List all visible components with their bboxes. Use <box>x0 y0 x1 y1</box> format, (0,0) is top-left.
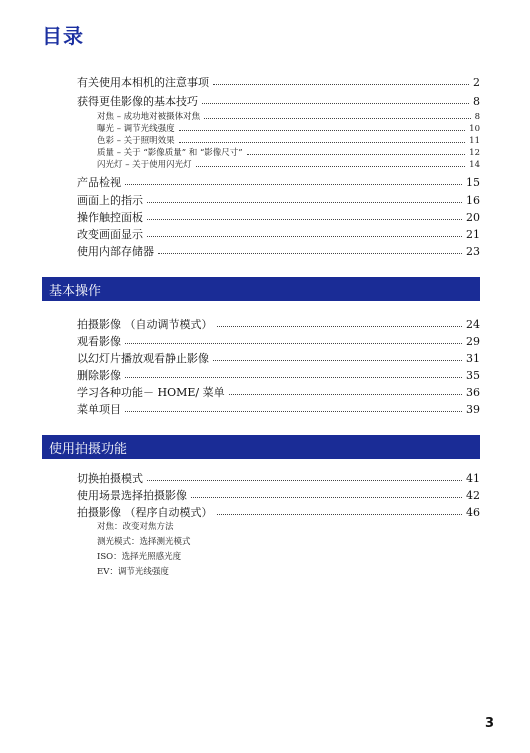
toc-entry-title: 操作触控面板 <box>77 211 143 224</box>
sub-note: ISO：选择光照感光度 <box>97 552 182 562</box>
page-number: 3 <box>484 716 494 731</box>
toc-subentry[interactable] <box>97 134 480 146</box>
leader-dots <box>147 202 462 203</box>
toc-subentry-page: 10 <box>469 124 480 134</box>
toc-entry-title: 有关使用本相机的注意事项 <box>77 76 209 89</box>
leader-dots <box>125 343 462 344</box>
toc-subentry[interactable] <box>97 146 480 158</box>
toc-entry[interactable] <box>77 384 480 400</box>
page-title: 目录 <box>42 24 84 48</box>
leader-dots <box>125 184 462 185</box>
toc-entry[interactable] <box>77 350 480 366</box>
toc-entry-page: 39 <box>466 403 480 416</box>
toc-entry-page: 8 <box>473 95 480 108</box>
toc-entry-page: 36 <box>466 386 480 399</box>
leader-dots <box>229 394 462 395</box>
toc-entry-title: 拍摄影像 （自动调节模式） <box>77 318 213 331</box>
leader-dots <box>213 84 469 85</box>
leader-dots <box>147 219 462 220</box>
toc-entry[interactable] <box>77 504 480 520</box>
toc-entry-page: 42 <box>466 489 480 502</box>
toc-entry-page: 16 <box>466 194 480 207</box>
toc-entry-title: 学习各种功能－ HOME/ 菜单 <box>77 386 225 399</box>
toc-entry-page: 46 <box>466 506 480 519</box>
toc-entry[interactable] <box>77 174 480 190</box>
toc-entry-page: 41 <box>466 472 480 485</box>
leader-dots <box>204 118 470 119</box>
section-heading-shooting-functions: 使用拍摄功能 <box>42 435 480 459</box>
leader-dots <box>125 411 462 412</box>
toc-subentry-page: 14 <box>469 160 480 170</box>
toc-subentry-title: 色彩 – 关于照明效果 <box>97 136 175 146</box>
toc-entry-title: 使用场景选择拍摄影像 <box>77 489 187 502</box>
toc-entry[interactable] <box>77 470 480 486</box>
toc-entry[interactable] <box>77 209 480 225</box>
leader-dots <box>179 130 466 131</box>
toc-entry-title: 删除影像 <box>77 369 121 382</box>
toc-entry-title: 菜单项目 <box>77 403 121 416</box>
toc-subentry-page: 11 <box>469 136 480 146</box>
toc-subentry[interactable] <box>97 110 480 122</box>
leader-dots <box>247 154 466 155</box>
toc-entry-page: 31 <box>466 352 480 365</box>
leader-dots <box>217 514 463 515</box>
toc-subentry-title: 闪光灯 – 关于使用闪光灯 <box>97 160 192 170</box>
toc-entry-title: 产品检视 <box>77 176 121 189</box>
toc-subentry-page: 12 <box>469 148 480 158</box>
leader-dots <box>196 166 466 167</box>
leader-dots <box>158 253 462 254</box>
toc-entry-page: 21 <box>466 228 480 241</box>
toc-subentry[interactable] <box>97 122 480 134</box>
sub-note: 对焦：改变对焦方法 <box>97 522 174 532</box>
leader-dots <box>217 326 463 327</box>
toc-subentry[interactable] <box>97 158 480 170</box>
leader-dots <box>147 480 462 481</box>
toc-entry-title: 切换拍摄模式 <box>77 472 143 485</box>
toc-entry-page: 15 <box>466 176 480 189</box>
toc-entry[interactable] <box>77 401 480 417</box>
toc-entry-title: 获得更佳影像的基本技巧 <box>77 95 198 108</box>
toc-entry-page: 29 <box>466 335 480 348</box>
toc-entry[interactable] <box>77 487 480 503</box>
toc-entry[interactable] <box>77 333 480 349</box>
leader-dots <box>213 360 462 361</box>
toc-subentry-title: 对焦 – 成功地对被摄体对焦 <box>97 112 201 122</box>
toc-entry-title: 以幻灯片播放观看静止影像 <box>77 352 209 365</box>
sub-note: 测光模式：选择测光模式 <box>97 537 191 547</box>
leader-dots <box>202 103 469 104</box>
toc-entry[interactable] <box>77 226 480 242</box>
toc-entry[interactable] <box>77 93 480 109</box>
toc-entry-title: 画面上的指示 <box>77 194 143 207</box>
toc-entry[interactable] <box>77 367 480 383</box>
toc-entry-title: 改变画面显示 <box>77 228 143 241</box>
toc-entry-page: 23 <box>466 245 480 258</box>
toc-entry-title: 拍摄影像 （程序自动模式） <box>77 506 213 519</box>
toc-entry[interactable] <box>77 74 480 90</box>
toc-subentry-title: 曝光 – 调节光线强度 <box>97 124 175 134</box>
toc-entry-page: 2 <box>473 76 480 89</box>
toc-entry-page: 35 <box>466 369 480 382</box>
toc-entry-title: 观看影像 <box>77 335 121 348</box>
toc-entry-page: 20 <box>466 211 480 224</box>
toc-entry[interactable] <box>77 316 480 332</box>
toc-entry[interactable] <box>77 192 480 208</box>
leader-dots <box>125 377 462 378</box>
sub-note: EV：调节光线强度 <box>97 567 169 577</box>
section-heading-basic-operations: 基本操作 <box>42 277 480 301</box>
toc-entry[interactable] <box>77 243 480 259</box>
toc-subentry-page: 8 <box>474 112 480 122</box>
toc-entry-page: 24 <box>466 318 480 331</box>
toc-subentry-title: 质量 – 关于 “影像质量” 和 “影像尺寸” <box>97 148 243 158</box>
leader-dots <box>179 142 466 143</box>
leader-dots <box>191 497 462 498</box>
toc-entry-title: 使用内部存储器 <box>77 245 154 258</box>
leader-dots <box>147 236 462 237</box>
